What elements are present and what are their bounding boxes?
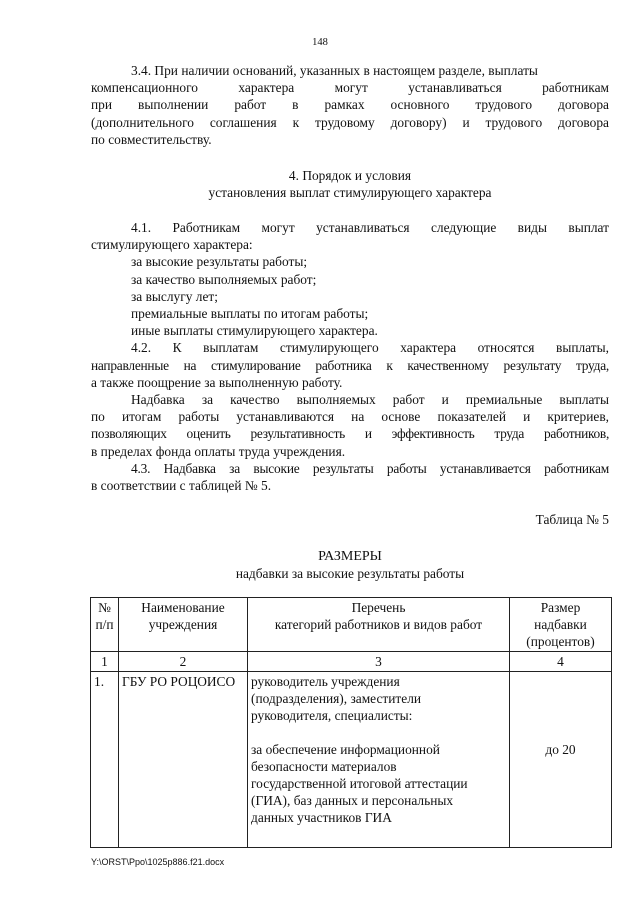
cell-spacer [513,673,608,741]
paragraph-line: (дополнительного соглашения к трудовому договору) и трудового договора [91,114,609,130]
paragraph-line: по совместительству. [91,131,212,147]
list-item: за качество выполняемых работ; [131,271,317,287]
paragraph-line: при выполнении работ в рамках основного трудового договора [91,97,609,113]
allowance-table [90,597,612,848]
table-caption: Таблица № 5 [535,512,609,527]
table-header-row [91,598,612,652]
header-cell-organization [119,598,248,652]
cell-line: руководитель учреждения [251,674,400,689]
header-text: надбавки [534,617,587,632]
row-number: 1. [91,672,119,848]
paragraph-line: позволяющих оценить результативность и эффективность труда работников, [91,426,609,442]
header-cell-categories [248,598,510,652]
cell-line: безопасности материалов [251,759,397,774]
cell-line: (подразделения), заместители [251,691,422,706]
section-4-body [91,219,609,494]
paragraph-line: а также поощрение за выполненную работу. [91,374,343,390]
cell-line: руководителя, специалисты: [251,708,413,723]
paragraph-line: Надбавка за качество выполняемых работ и премиальные выплаты [131,392,609,408]
section-title-line: 4. Порядок и условия [288,168,412,183]
row-organization: ГБУ РО РОЦОИСО [119,672,248,848]
header-cell-size [510,598,612,652]
header-text: (процентов) [526,634,595,649]
header-text: Наименование [141,600,225,615]
cell-line: за обеспечение информационной [251,742,440,757]
cell-line: (ГИА), баз данных и персональных [251,793,454,808]
header-text: п/п [95,617,114,632]
paragraph-line: 3.4. При наличии оснований, указанных в настоящем разделе, выплаты [131,63,538,78]
list-item: премиальные выплаты по итогам работы; [131,306,369,322]
row-size [510,672,612,848]
header-text: № [98,600,111,615]
column-number: 2 [119,652,248,672]
page-number: 148 [312,37,328,48]
list-item: иные выплаты стимулирующего характера. [131,323,378,339]
table-title [91,548,609,582]
section-4-heading [91,167,609,201]
paragraph-line: стимулирующего характера: [91,237,253,253]
paragraph-line: направленные на стимулирование работника к качественному результату труда, [91,357,609,373]
table-title-line: РАЗМЕРЫ [318,549,382,564]
paragraph-line: 4.1. Работникам могут устанавливаться следующие виды выплат [131,220,609,235]
header-text: учреждения [148,617,218,632]
cell-spacer [251,724,506,741]
cell-line: данных участников ГИА [251,810,392,825]
paragraph-line: компенсационного характера могут устанавливаться работникам [91,80,609,96]
cell-line: государственной итоговой аттестации [251,776,468,791]
cell-line: до 20 [545,742,576,757]
section-title-line: установления выплат стимулирующего характера [208,185,492,201]
list-item: за высокие результаты работы; [131,254,308,270]
document-filename: Y:\ORST\Ppo\1025p886.f21.docx [91,857,225,867]
paragraph-line: в соответствии с таблицей № 5. [91,478,272,494]
header-text: Размер [540,600,581,615]
column-number: 4 [510,652,612,672]
table-title-line: надбавки за высокие результаты работы [235,566,465,582]
header-text: категорий работников и видов работ [274,617,483,632]
paragraph-line: по итогам работы устанавливаются на основе показателей и критериев, [91,409,609,425]
column-number: 1 [91,652,119,672]
table-column-number-row [91,652,612,672]
table-row [91,672,612,848]
paragraph-3-4 [91,62,609,148]
paragraph-line: в пределах фонда оплаты труда учреждения. [91,443,346,459]
header-cell-number [91,598,119,652]
row-categories [248,672,510,848]
paragraph-line: 4.3. Надбавка за высокие результаты работы устанавливается работникам [131,460,609,476]
list-item: за выслугу лет; [131,288,218,304]
header-text: Перечень [351,600,406,615]
column-number: 3 [248,652,510,672]
paragraph-line: 4.2. К выплатам стимулирующего характера относятся выплаты, [131,340,609,356]
